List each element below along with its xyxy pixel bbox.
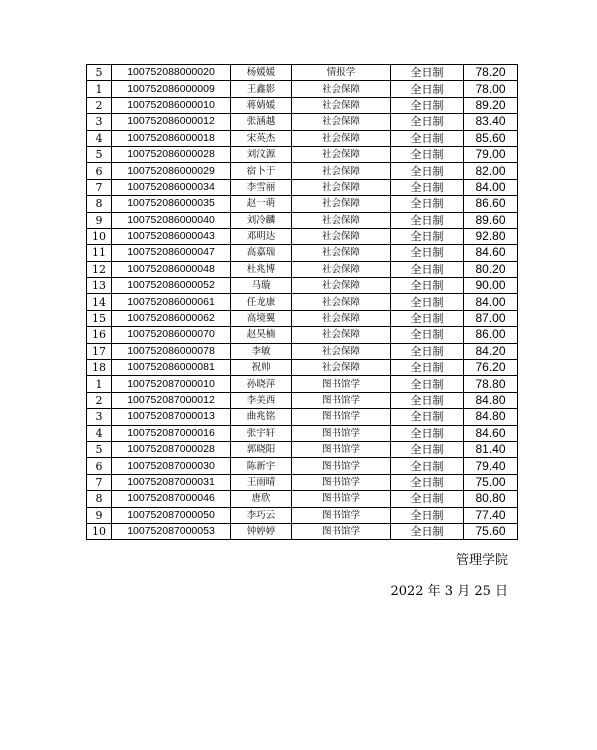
study-type-cell: 全日制	[391, 163, 464, 179]
exam-id-cell: 100752086000078	[112, 343, 231, 359]
exam-id-cell: 100752086000047	[112, 245, 231, 261]
table-row	[87, 376, 518, 392]
signature-date: 2022 年 3 月 25 日	[390, 584, 508, 599]
table-row	[87, 261, 518, 277]
study-type-cell: 全日制	[391, 179, 464, 195]
results-table-body	[87, 65, 518, 540]
exam-id-cell: 100752086000062	[112, 310, 231, 326]
row-sequence-number: 5	[87, 65, 112, 81]
study-type-cell: 全日制	[391, 343, 464, 359]
score-cell: 81.40	[464, 441, 518, 457]
candidate-name-cell: 任龙康	[231, 294, 292, 310]
major-cell: 图书馆学	[292, 458, 391, 474]
candidate-name-cell: 王雨晴	[231, 474, 292, 490]
study-type-cell: 全日制	[391, 425, 464, 441]
candidate-name-cell: 郭晓阳	[231, 441, 292, 457]
study-type-cell: 全日制	[391, 130, 464, 146]
score-cell: 78.20	[464, 65, 518, 81]
major-cell: 图书馆学	[292, 474, 391, 490]
major-cell: 社会保障	[292, 261, 391, 277]
exam-id-cell: 100752086000034	[112, 179, 231, 195]
table-row	[87, 310, 518, 326]
table-row	[87, 409, 518, 425]
table-row	[87, 523, 518, 539]
exam-id-cell: 100752087000046	[112, 491, 231, 507]
major-cell: 社会保障	[292, 130, 391, 146]
table-row	[87, 425, 518, 441]
study-type-cell: 全日制	[391, 245, 464, 261]
study-type-cell: 全日制	[391, 360, 464, 376]
candidate-name-cell: 王鑫影	[231, 81, 292, 97]
score-cell: 80.80	[464, 491, 518, 507]
exam-id-cell: 100752086000012	[112, 114, 231, 130]
exam-id-cell: 100752087000016	[112, 425, 231, 441]
score-cell: 79.40	[464, 458, 518, 474]
exam-id-cell: 100752086000035	[112, 196, 231, 212]
score-cell: 84.80	[464, 392, 518, 408]
major-cell: 社会保障	[292, 179, 391, 195]
candidate-name-cell: 李雪丽	[231, 179, 292, 195]
score-cell: 80.20	[464, 261, 518, 277]
row-sequence-number: 12	[87, 261, 112, 277]
study-type-cell: 全日制	[391, 65, 464, 81]
table-row	[87, 507, 518, 523]
study-type-cell: 全日制	[391, 507, 464, 523]
candidate-name-cell: 陈新宇	[231, 458, 292, 474]
major-cell: 社会保障	[292, 327, 391, 343]
exam-id-cell: 100752087000053	[112, 523, 231, 539]
table-row	[87, 114, 518, 130]
study-type-cell: 全日制	[391, 392, 464, 408]
score-cell: 75.00	[464, 474, 518, 490]
score-cell: 79.00	[464, 146, 518, 162]
candidate-name-cell: 杨媛媛	[231, 65, 292, 81]
major-cell: 社会保障	[292, 196, 391, 212]
major-cell: 社会保障	[292, 343, 391, 359]
row-sequence-number: 2	[87, 97, 112, 113]
study-type-cell: 全日制	[391, 294, 464, 310]
row-sequence-number: 16	[87, 327, 112, 343]
exam-id-cell: 100752086000048	[112, 261, 231, 277]
table-row	[87, 196, 518, 212]
candidate-name-cell: 张涵越	[231, 114, 292, 130]
candidate-name-cell: 宿卜于	[231, 163, 292, 179]
study-type-cell: 全日制	[391, 409, 464, 425]
row-sequence-number: 13	[87, 278, 112, 294]
table-row	[87, 491, 518, 507]
table-row	[87, 163, 518, 179]
major-cell: 图书馆学	[292, 441, 391, 457]
study-type-cell: 全日制	[391, 228, 464, 244]
major-cell: 图书馆学	[292, 507, 391, 523]
candidate-name-cell: 杜兆博	[231, 261, 292, 277]
row-sequence-number: 7	[87, 179, 112, 195]
candidate-name-cell: 张宇轩	[231, 425, 292, 441]
row-sequence-number: 6	[87, 163, 112, 179]
table-row	[87, 179, 518, 195]
score-cell: 83.40	[464, 114, 518, 130]
table-row	[87, 212, 518, 228]
table-row	[87, 474, 518, 490]
candidate-name-cell: 钟婷婷	[231, 523, 292, 539]
table-row	[87, 245, 518, 261]
score-cell: 84.60	[464, 425, 518, 441]
exam-id-cell: 100752087000013	[112, 409, 231, 425]
table-row	[87, 294, 518, 310]
exam-id-cell: 100752086000018	[112, 130, 231, 146]
study-type-cell: 全日制	[391, 491, 464, 507]
score-cell: 77.40	[464, 507, 518, 523]
candidate-name-cell: 李美西	[231, 392, 292, 408]
study-type-cell: 全日制	[391, 278, 464, 294]
study-type-cell: 全日制	[391, 376, 464, 392]
exam-id-cell: 100752086000061	[112, 294, 231, 310]
study-type-cell: 全日制	[391, 261, 464, 277]
score-cell: 84.80	[464, 409, 518, 425]
row-sequence-number: 4	[87, 425, 112, 441]
exam-id-cell: 100752086000029	[112, 163, 231, 179]
score-cell: 86.60	[464, 196, 518, 212]
exam-id-cell: 100752087000031	[112, 474, 231, 490]
candidate-name-cell: 唐欣	[231, 491, 292, 507]
row-sequence-number: 6	[87, 458, 112, 474]
table-row	[87, 65, 518, 81]
table-row	[87, 81, 518, 97]
study-type-cell: 全日制	[391, 458, 464, 474]
study-type-cell: 全日制	[391, 212, 464, 228]
table-row	[87, 228, 518, 244]
exam-id-cell: 100752086000043	[112, 228, 231, 244]
table-row	[87, 97, 518, 113]
candidate-name-cell: 蒋婧媛	[231, 97, 292, 113]
exam-id-cell: 100752086000040	[112, 212, 231, 228]
major-cell: 社会保障	[292, 310, 391, 326]
major-cell: 社会保障	[292, 163, 391, 179]
candidate-name-cell: 高嘉瑞	[231, 245, 292, 261]
exam-id-cell: 100752086000009	[112, 81, 231, 97]
study-type-cell: 全日制	[391, 310, 464, 326]
major-cell: 社会保障	[292, 294, 391, 310]
table-row	[87, 458, 518, 474]
row-sequence-number: 1	[87, 81, 112, 97]
exam-id-cell: 100752087000010	[112, 376, 231, 392]
score-cell: 90.00	[464, 278, 518, 294]
major-cell: 社会保障	[292, 228, 391, 244]
row-sequence-number: 3	[87, 114, 112, 130]
score-cell: 84.00	[464, 179, 518, 195]
study-type-cell: 全日制	[391, 114, 464, 130]
major-cell: 图书馆学	[292, 392, 391, 408]
table-row	[87, 146, 518, 162]
row-sequence-number: 10	[87, 228, 112, 244]
study-type-cell: 全日制	[391, 441, 464, 457]
table-row	[87, 360, 518, 376]
candidate-name-cell: 李敏	[231, 343, 292, 359]
major-cell: 图书馆学	[292, 491, 391, 507]
score-cell: 84.20	[464, 343, 518, 359]
major-cell: 社会保障	[292, 114, 391, 130]
score-cell: 85.60	[464, 130, 518, 146]
row-sequence-number: 4	[87, 130, 112, 146]
table-row	[87, 343, 518, 359]
major-cell: 社会保障	[292, 360, 391, 376]
row-sequence-number: 2	[87, 392, 112, 408]
row-sequence-number: 11	[87, 245, 112, 261]
study-type-cell: 全日制	[391, 474, 464, 490]
major-cell: 图书馆学	[292, 409, 391, 425]
row-sequence-number: 9	[87, 507, 112, 523]
row-sequence-number: 8	[87, 491, 112, 507]
score-cell: 86.00	[464, 327, 518, 343]
candidate-name-cell: 刘汶源	[231, 146, 292, 162]
score-cell: 78.00	[464, 81, 518, 97]
exam-id-cell: 100752087000050	[112, 507, 231, 523]
candidate-name-cell: 马璇	[231, 278, 292, 294]
score-cell: 89.60	[464, 212, 518, 228]
candidate-name-cell: 邓明达	[231, 228, 292, 244]
row-sequence-number: 9	[87, 212, 112, 228]
major-cell: 社会保障	[292, 97, 391, 113]
table-row	[87, 278, 518, 294]
score-cell: 84.00	[464, 294, 518, 310]
candidate-name-cell: 孙晓萍	[231, 376, 292, 392]
exam-id-cell: 100752087000012	[112, 392, 231, 408]
score-cell: 89.20	[464, 97, 518, 113]
major-cell: 图书馆学	[292, 523, 391, 539]
row-sequence-number: 14	[87, 294, 112, 310]
exam-id-cell: 100752086000052	[112, 278, 231, 294]
row-sequence-number: 5	[87, 441, 112, 457]
study-type-cell: 全日制	[391, 523, 464, 539]
row-sequence-number: 15	[87, 310, 112, 326]
table-row	[87, 392, 518, 408]
study-type-cell: 全日制	[391, 146, 464, 162]
exam-id-cell: 100752087000028	[112, 441, 231, 457]
row-sequence-number: 3	[87, 409, 112, 425]
candidate-name-cell: 祝帅	[231, 360, 292, 376]
major-cell: 图书馆学	[292, 376, 391, 392]
study-type-cell: 全日制	[391, 196, 464, 212]
study-type-cell: 全日制	[391, 97, 464, 113]
score-cell: 75.60	[464, 523, 518, 539]
results-table	[86, 64, 518, 540]
exam-id-cell: 100752086000070	[112, 327, 231, 343]
score-cell: 92.80	[464, 228, 518, 244]
major-cell: 社会保障	[292, 245, 391, 261]
exam-id-cell: 100752086000010	[112, 97, 231, 113]
score-cell: 78.80	[464, 376, 518, 392]
score-cell: 87.00	[464, 310, 518, 326]
row-sequence-number: 8	[87, 196, 112, 212]
candidate-name-cell: 高境翼	[231, 310, 292, 326]
table-row	[87, 327, 518, 343]
candidate-name-cell: 赵昊楠	[231, 327, 292, 343]
exam-id-cell: 100752088000020	[112, 65, 231, 81]
major-cell: 社会保障	[292, 81, 391, 97]
major-cell: 情报学	[292, 65, 391, 81]
candidate-name-cell: 李巧云	[231, 507, 292, 523]
candidate-name-cell: 赵一萌	[231, 196, 292, 212]
signature-school-name: 管理学院	[455, 553, 508, 568]
exam-id-cell: 100752086000028	[112, 146, 231, 162]
major-cell: 社会保障	[292, 146, 391, 162]
row-sequence-number: 7	[87, 474, 112, 490]
row-sequence-number: 10	[87, 523, 112, 539]
row-sequence-number: 1	[87, 376, 112, 392]
score-cell: 84.60	[464, 245, 518, 261]
exam-id-cell: 100752086000081	[112, 360, 231, 376]
score-cell: 76.20	[464, 360, 518, 376]
study-type-cell: 全日制	[391, 81, 464, 97]
study-type-cell: 全日制	[391, 327, 464, 343]
candidate-name-cell: 曲兆铭	[231, 409, 292, 425]
major-cell: 社会保障	[292, 278, 391, 294]
major-cell: 图书馆学	[292, 425, 391, 441]
exam-id-cell: 100752087000030	[112, 458, 231, 474]
table-row	[87, 130, 518, 146]
score-cell: 82.00	[464, 163, 518, 179]
row-sequence-number: 5	[87, 146, 112, 162]
table-row	[87, 441, 518, 457]
candidate-name-cell: 刘冷麟	[231, 212, 292, 228]
row-sequence-number: 18	[87, 360, 112, 376]
candidate-name-cell: 宋英杰	[231, 130, 292, 146]
major-cell: 社会保障	[292, 212, 391, 228]
row-sequence-number: 17	[87, 343, 112, 359]
